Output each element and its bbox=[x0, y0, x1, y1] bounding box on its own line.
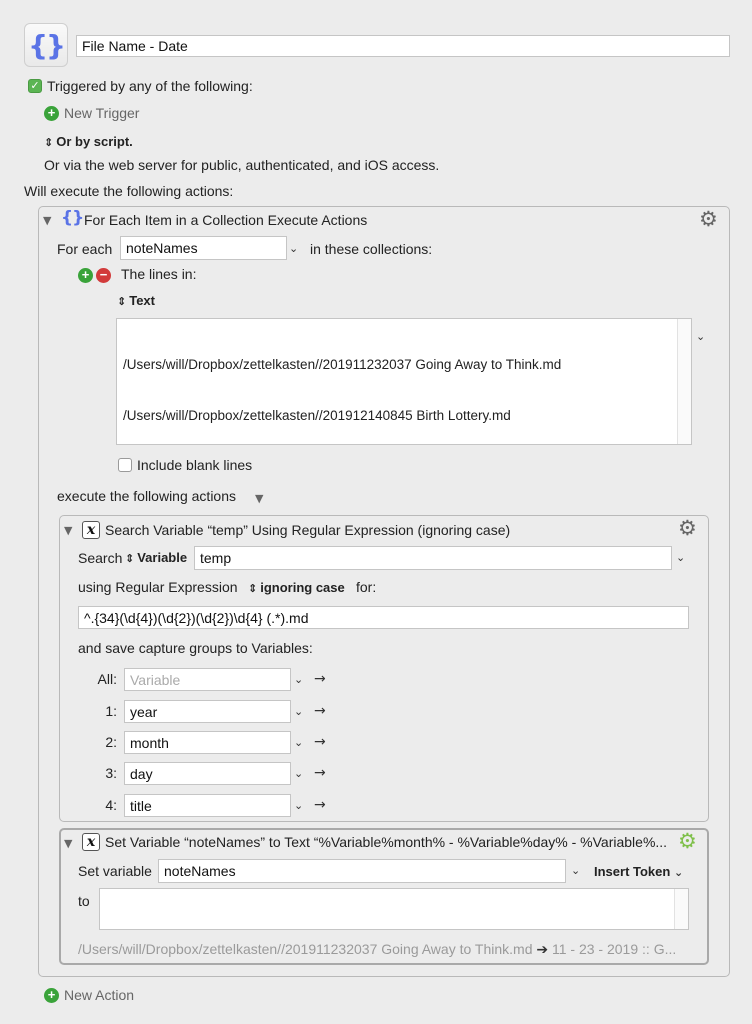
group-all-input[interactable]: Variable bbox=[124, 668, 291, 691]
line-1: /Users/will/Dropbox/zettelkasten//201912140845 Birth Lottery.md bbox=[123, 407, 511, 423]
set-variable-label: Set variable bbox=[78, 863, 152, 879]
disclosure-triangle-icon[interactable]: ▼ bbox=[64, 524, 73, 537]
execute-label: execute the following actions bbox=[57, 488, 236, 504]
for-each-label: For each bbox=[57, 241, 113, 257]
for-each-variable-input[interactable]: noteNames bbox=[120, 236, 287, 260]
add-collection-icon[interactable]: + bbox=[78, 268, 93, 283]
variable-x-icon: x bbox=[82, 521, 100, 539]
actions-heading: Will execute the following actions: bbox=[24, 183, 234, 199]
chevron-down-icon[interactable]: ⌄ bbox=[676, 551, 686, 564]
scrollbar[interactable] bbox=[674, 889, 688, 929]
chevron-down-icon[interactable]: ⌄ bbox=[696, 330, 706, 343]
chevron-down-icon[interactable]: ⌄ bbox=[571, 864, 581, 877]
search-action-title: Search Variable “temp” Using Regular Expression (ignoring case) bbox=[105, 522, 511, 538]
group-1-label: 1: bbox=[105, 703, 117, 719]
group-all-label: All: bbox=[97, 671, 117, 687]
preview-source: /Users/will/Dropbox/zettelkasten//201911232037 Going Away to Think.md bbox=[78, 941, 533, 957]
insert-token-button[interactable]: Insert Token ⌄ bbox=[594, 864, 684, 879]
set-action-title: Set Variable “noteNames” to Text “%Variable%month% - %Variable%day% - %Variable%... bbox=[105, 834, 668, 850]
disclosure-triangle-icon[interactable]: ▼ bbox=[64, 837, 73, 850]
scrollbar[interactable] bbox=[677, 319, 691, 444]
include-blank-checkbox[interactable] bbox=[118, 458, 132, 472]
result-preview bbox=[78, 941, 690, 958]
group-2-label: 2: bbox=[105, 734, 117, 750]
updown-chevron-icon: ⇕ bbox=[125, 552, 135, 565]
disclosure-triangle-icon[interactable]: ▼ bbox=[43, 214, 52, 227]
for-each-icon: {} bbox=[61, 208, 84, 228]
regex-input[interactable]: ^.{34}(\d{4})(\d{2})(\d{2})\d{4} (.*).md bbox=[78, 606, 689, 629]
gear-icon[interactable]: ⚙ bbox=[678, 829, 697, 853]
set-text-area[interactable] bbox=[99, 888, 689, 930]
search-variable-input[interactable]: temp bbox=[194, 546, 672, 570]
chevron-down-icon[interactable]: ⌄ bbox=[294, 767, 304, 780]
execute-triangle-icon[interactable]: ▼ bbox=[255, 492, 264, 505]
chevron-down-icon: ⌄ bbox=[673, 866, 684, 879]
updown-chevron-icon: ⇕ bbox=[248, 582, 258, 595]
to-label: to bbox=[78, 893, 90, 909]
or-by-script-toggle[interactable]: ⇕ Or by script. bbox=[44, 134, 133, 149]
preview-arrow-icon: ➔ bbox=[536, 941, 549, 957]
variable-x-icon: x bbox=[82, 833, 100, 851]
new-action-link[interactable]: New Action bbox=[64, 987, 135, 1003]
group-1-input[interactable]: year bbox=[124, 700, 291, 723]
arrow-right-icon: → bbox=[314, 765, 326, 781]
case-toggle[interactable]: ⇕ ignoring case bbox=[248, 580, 345, 595]
preview-result: 11 - 23 - 2019 :: G... bbox=[552, 941, 677, 957]
curly-braces-icon: {} bbox=[28, 28, 64, 62]
new-action-plus-icon[interactable]: + bbox=[44, 988, 59, 1003]
using-regex-label: using Regular Expression bbox=[78, 579, 238, 595]
remove-collection-icon[interactable]: − bbox=[96, 268, 111, 283]
new-trigger-link[interactable]: New Trigger bbox=[64, 105, 140, 121]
save-capture-label: and save capture groups to Variables: bbox=[78, 640, 313, 656]
in-collections-label: in these collections: bbox=[310, 241, 433, 257]
text-source-toggle[interactable]: ⇕ Text bbox=[117, 293, 155, 308]
include-blank-label: Include blank lines bbox=[137, 457, 253, 473]
for-label: for: bbox=[356, 579, 377, 595]
chevron-down-icon[interactable]: ⌄ bbox=[289, 242, 299, 255]
variable-source-toggle[interactable]: ⇕ Variable bbox=[125, 550, 188, 565]
group-4-input[interactable]: title bbox=[124, 794, 291, 817]
web-server-text: Or via the web server for public, authenticated, and iOS access. bbox=[44, 157, 440, 173]
group-3-label: 3: bbox=[105, 765, 117, 781]
updown-chevron-icon: ⇕ bbox=[117, 295, 127, 308]
chevron-down-icon[interactable]: ⌄ bbox=[294, 799, 304, 812]
triggered-checkbox[interactable]: ✓ bbox=[28, 79, 42, 93]
gear-icon[interactable]: ⚙ bbox=[699, 207, 718, 231]
arrow-right-icon: → bbox=[314, 703, 326, 719]
group-3-input[interactable]: day bbox=[124, 762, 291, 785]
new-trigger-plus-icon[interactable]: + bbox=[44, 106, 59, 121]
lines-textarea[interactable] bbox=[116, 318, 692, 445]
triggered-heading: Triggered by any of the following: bbox=[47, 78, 253, 94]
arrow-right-icon: → bbox=[314, 734, 326, 750]
line-0: /Users/will/Dropbox/zettelkasten//201911232037 Going Away to Think.md bbox=[123, 356, 562, 372]
macro-icon[interactable] bbox=[24, 23, 68, 67]
search-label: Search bbox=[78, 550, 123, 566]
chevron-down-icon[interactable]: ⌄ bbox=[294, 705, 304, 718]
group-4-label: 4: bbox=[105, 797, 117, 813]
set-variable-input[interactable]: noteNames bbox=[158, 859, 566, 883]
gear-icon[interactable]: ⚙ bbox=[678, 516, 697, 540]
arrow-right-icon: → bbox=[314, 671, 326, 687]
chevron-down-icon[interactable]: ⌄ bbox=[294, 736, 304, 749]
updown-chevron-icon: ⇕ bbox=[44, 136, 54, 149]
lines-in-label: The lines in: bbox=[121, 266, 197, 282]
macro-name-input[interactable]: File Name - Date bbox=[76, 35, 730, 57]
arrow-right-icon: → bbox=[314, 797, 326, 813]
for-each-title: For Each Item in a Collection Execute Actions bbox=[84, 212, 368, 228]
group-2-input[interactable]: month bbox=[124, 731, 291, 754]
chevron-down-icon[interactable]: ⌄ bbox=[294, 673, 304, 686]
